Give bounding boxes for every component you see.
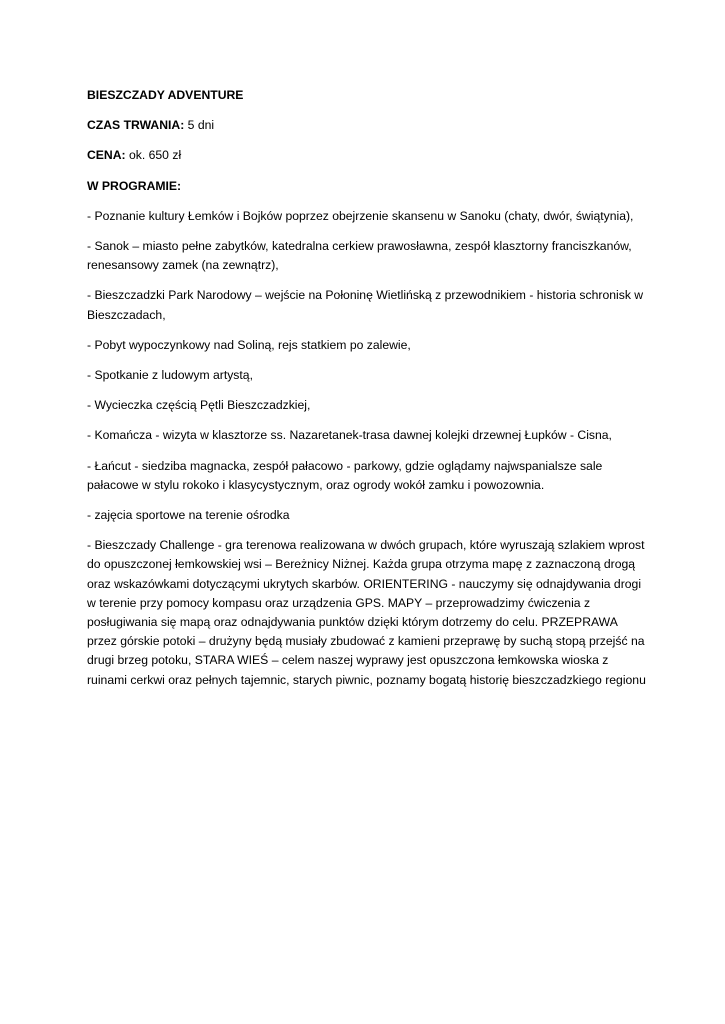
duration-label: CZAS TRWANIA: bbox=[87, 118, 185, 133]
program-item-loop-trip: - Wycieczka częścią Pętli Bieszczadzkiej, bbox=[87, 398, 311, 413]
price-line bbox=[87, 146, 647, 165]
document-title: BIESZCZADY ADVENTURE bbox=[87, 88, 244, 102]
price-label: CENA: bbox=[87, 148, 126, 163]
program-item-sports: - zajęcia sportowe na terenie ośrodka bbox=[87, 508, 290, 523]
document-content bbox=[87, 86, 647, 701]
program-heading: W PROGRAMIE: bbox=[87, 178, 182, 193]
duration-line bbox=[87, 116, 647, 135]
program-item-challenge: - Bieszczady Challenge - gra terenowa realizowana w dwóch grupach, które wyruszają szlakiem wprost do opuszczonej łemkowskiej wsi – Bereżnicy Niżnej. Każda grupa otrzyma mapę z zaznaczoną drogą oraz wskazówkami dotyczącymi ukrytych skarbów. ORIENTERING - nauczymy się odnajdywania drogi w terenie przy pomocy kompasu oraz urządzenia GPS. MAPY – przeprowadzimy ćwiczenia z posługiwania się mapą oraz odnajdywania punktów dzięki którym dotrzemy do celu. PRZEPRAWA przez górskie potoki – drużyny będą musiały zbudować z kamieni przeprawę by suchą stopą przejść na drugi brzeg potoku, STARA WIEŚ – celem naszej wyprawy jest opuszczona łemkowska wioska z ruinami cerkwi oraz pełnych tajemnic, starych piwnic, poznamy bogatą historię bieszczadzkiego regionu bbox=[87, 538, 646, 687]
program-item-lancut: - Łańcut - siedziba magnacka, zespół pałacowo - parkowy, gdzie oglądamy najwspanialsze sale pałacowe w stylu rokoko i klasycystycznym, oraz ogrody wokół zamku i powozownia. bbox=[87, 458, 603, 492]
program-item-sanok: - Sanok – miasto pełne zabytków, katedralna cerkiew prawosławna, zespół klasztorny franciszkanów, renesansowy zamek (na zewnątrz), bbox=[87, 239, 632, 273]
program-item-skansen: - Poznanie kultury Łemków i Bojków poprzez obejrzenie skansenu w Sanoku (chaty, dwór, świątynia), bbox=[87, 208, 634, 223]
duration-value: 5 dni bbox=[184, 118, 215, 133]
program-item-artist-meeting: - Spotkanie z ludowym artystą, bbox=[87, 368, 253, 383]
program-item-komancza: - Komańcza - wizyta w klasztorze ss. Nazaretanek-trasa dawnej kolejki drzewnej Łupków - Cisna, bbox=[87, 428, 612, 443]
program-item-national-park: - Bieszczadzki Park Narodowy – wejście na Połoninę Wietlińską z przewodnikiem - historia schronisk w Bieszczadach, bbox=[87, 288, 644, 322]
program-item-solina: - Pobyt wypoczynkowy nad Soliną, rejs statkiem po zalewie, bbox=[87, 337, 411, 352]
price-value: ok. 650 zł bbox=[125, 148, 182, 163]
